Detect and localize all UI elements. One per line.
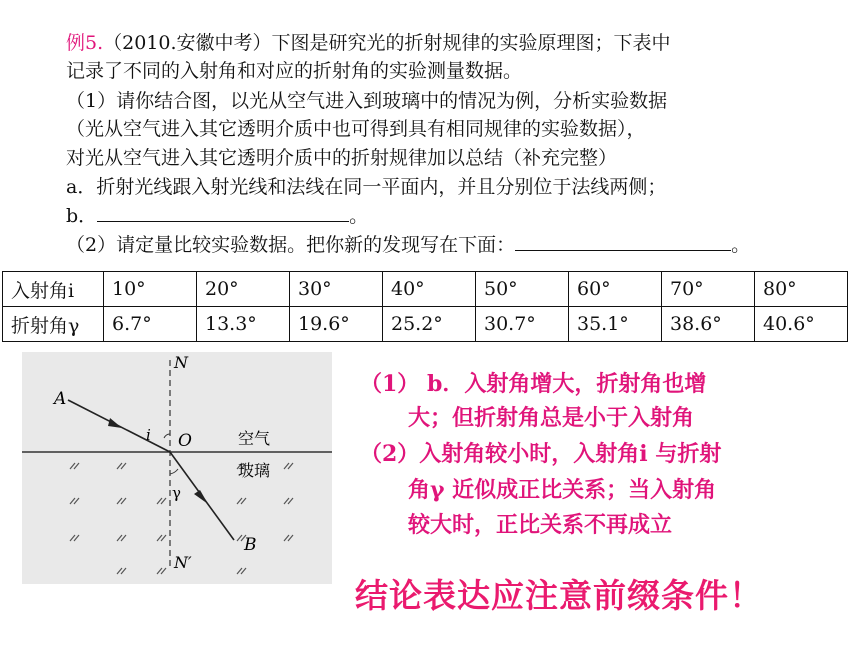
row-header-refraction: 折射角γ	[3, 307, 104, 342]
table-row-incidence	[3, 272, 848, 307]
question-line-3: （1）请你结合图，以光从空气进入到玻璃中的情况为例，分析实验数据	[66, 90, 668, 112]
table-cell: 25.2°	[383, 307, 476, 342]
row-header-incidence: 入射角i	[3, 272, 104, 307]
table-cell: 6.7°	[104, 307, 197, 342]
table-cell: 40°	[383, 272, 476, 307]
label-glass: 玻璃	[238, 461, 271, 480]
table-cell: 30.7°	[476, 307, 569, 342]
table-cell: 13.3°	[197, 307, 290, 342]
part-2-suffix: 。	[731, 234, 751, 256]
part-b-blank[interactable]	[97, 203, 349, 222]
part-b-prefix: b．	[66, 205, 98, 227]
answer-line-2: 大；但折射角总是小于入射角	[408, 405, 695, 431]
table-cell: 19.6°	[290, 307, 383, 342]
label-gamma: γ	[172, 484, 181, 502]
table-cell: 35.1°	[569, 307, 662, 342]
label-O: O	[178, 431, 192, 451]
question-line-7	[66, 203, 846, 230]
angle-data-table	[2, 271, 848, 342]
label-N-prime: N′	[174, 553, 192, 572]
refraction-diagram-svg	[22, 352, 332, 584]
question-line-2: 记录了不同的入射角和对应的折射角的实验测量数据。	[66, 60, 523, 82]
example-label: 例5.	[66, 32, 104, 54]
table-cell: 60°	[569, 272, 662, 307]
table-cell: 80°	[755, 272, 848, 307]
label-A: A	[54, 389, 67, 409]
label-i: i	[146, 426, 151, 444]
refracted-arrow-icon	[194, 490, 208, 504]
refraction-diagram	[22, 352, 332, 584]
question-intro: （2010.安徽中考）下图是研究光的折射规律的实验原理图；下表中	[103, 32, 671, 54]
angle-i-arc	[164, 434, 170, 438]
table-cell: 40.6°	[755, 307, 848, 342]
table-cell: 50°	[476, 272, 569, 307]
conclusion-text: 结论表达应注意前缀条件！	[355, 576, 763, 615]
table-cell: 38.6°	[662, 307, 755, 342]
question-line-6: a．折射光线跟入射光线和法线在同一平面内，并且分别位于法线两侧；	[66, 176, 667, 198]
label-air: 空气	[238, 429, 271, 448]
question-line-8	[66, 232, 846, 259]
table-cell: 10°	[104, 272, 197, 307]
label-N: N	[174, 353, 188, 372]
table-row-refraction	[3, 307, 848, 342]
table-cell: 30°	[290, 272, 383, 307]
answer-line-3: （2）入射角较小时，入射角i 与折射	[360, 441, 722, 467]
part-2-prefix: （2）请定量比较实验数据。把你新的发现写在下面：	[66, 234, 516, 256]
answer-line-1: （1） b．入射角增大，折射角也增	[360, 371, 707, 397]
question-line-1	[66, 30, 846, 57]
part-b-suffix: 。	[349, 205, 369, 227]
label-B: B	[244, 535, 257, 555]
table-cell: 20°	[197, 272, 290, 307]
incident-arrow-icon	[108, 418, 122, 428]
question-line-5: 对光从空气进入其它透明介质中的折射规律加以总结（补充完整）	[66, 147, 618, 169]
answer-line-5: 较大时，正比关系不再成立	[408, 512, 673, 538]
answer-line-4: 角γ 近似成正比关系；当入射角	[408, 477, 717, 503]
question-line-4: （光从空气进入其它透明介质中也可得到具有相同规律的实验数据），	[66, 118, 646, 140]
table-cell: 70°	[662, 272, 755, 307]
part-2-blank[interactable]	[515, 232, 731, 251]
angle-gamma-arc	[170, 469, 178, 474]
